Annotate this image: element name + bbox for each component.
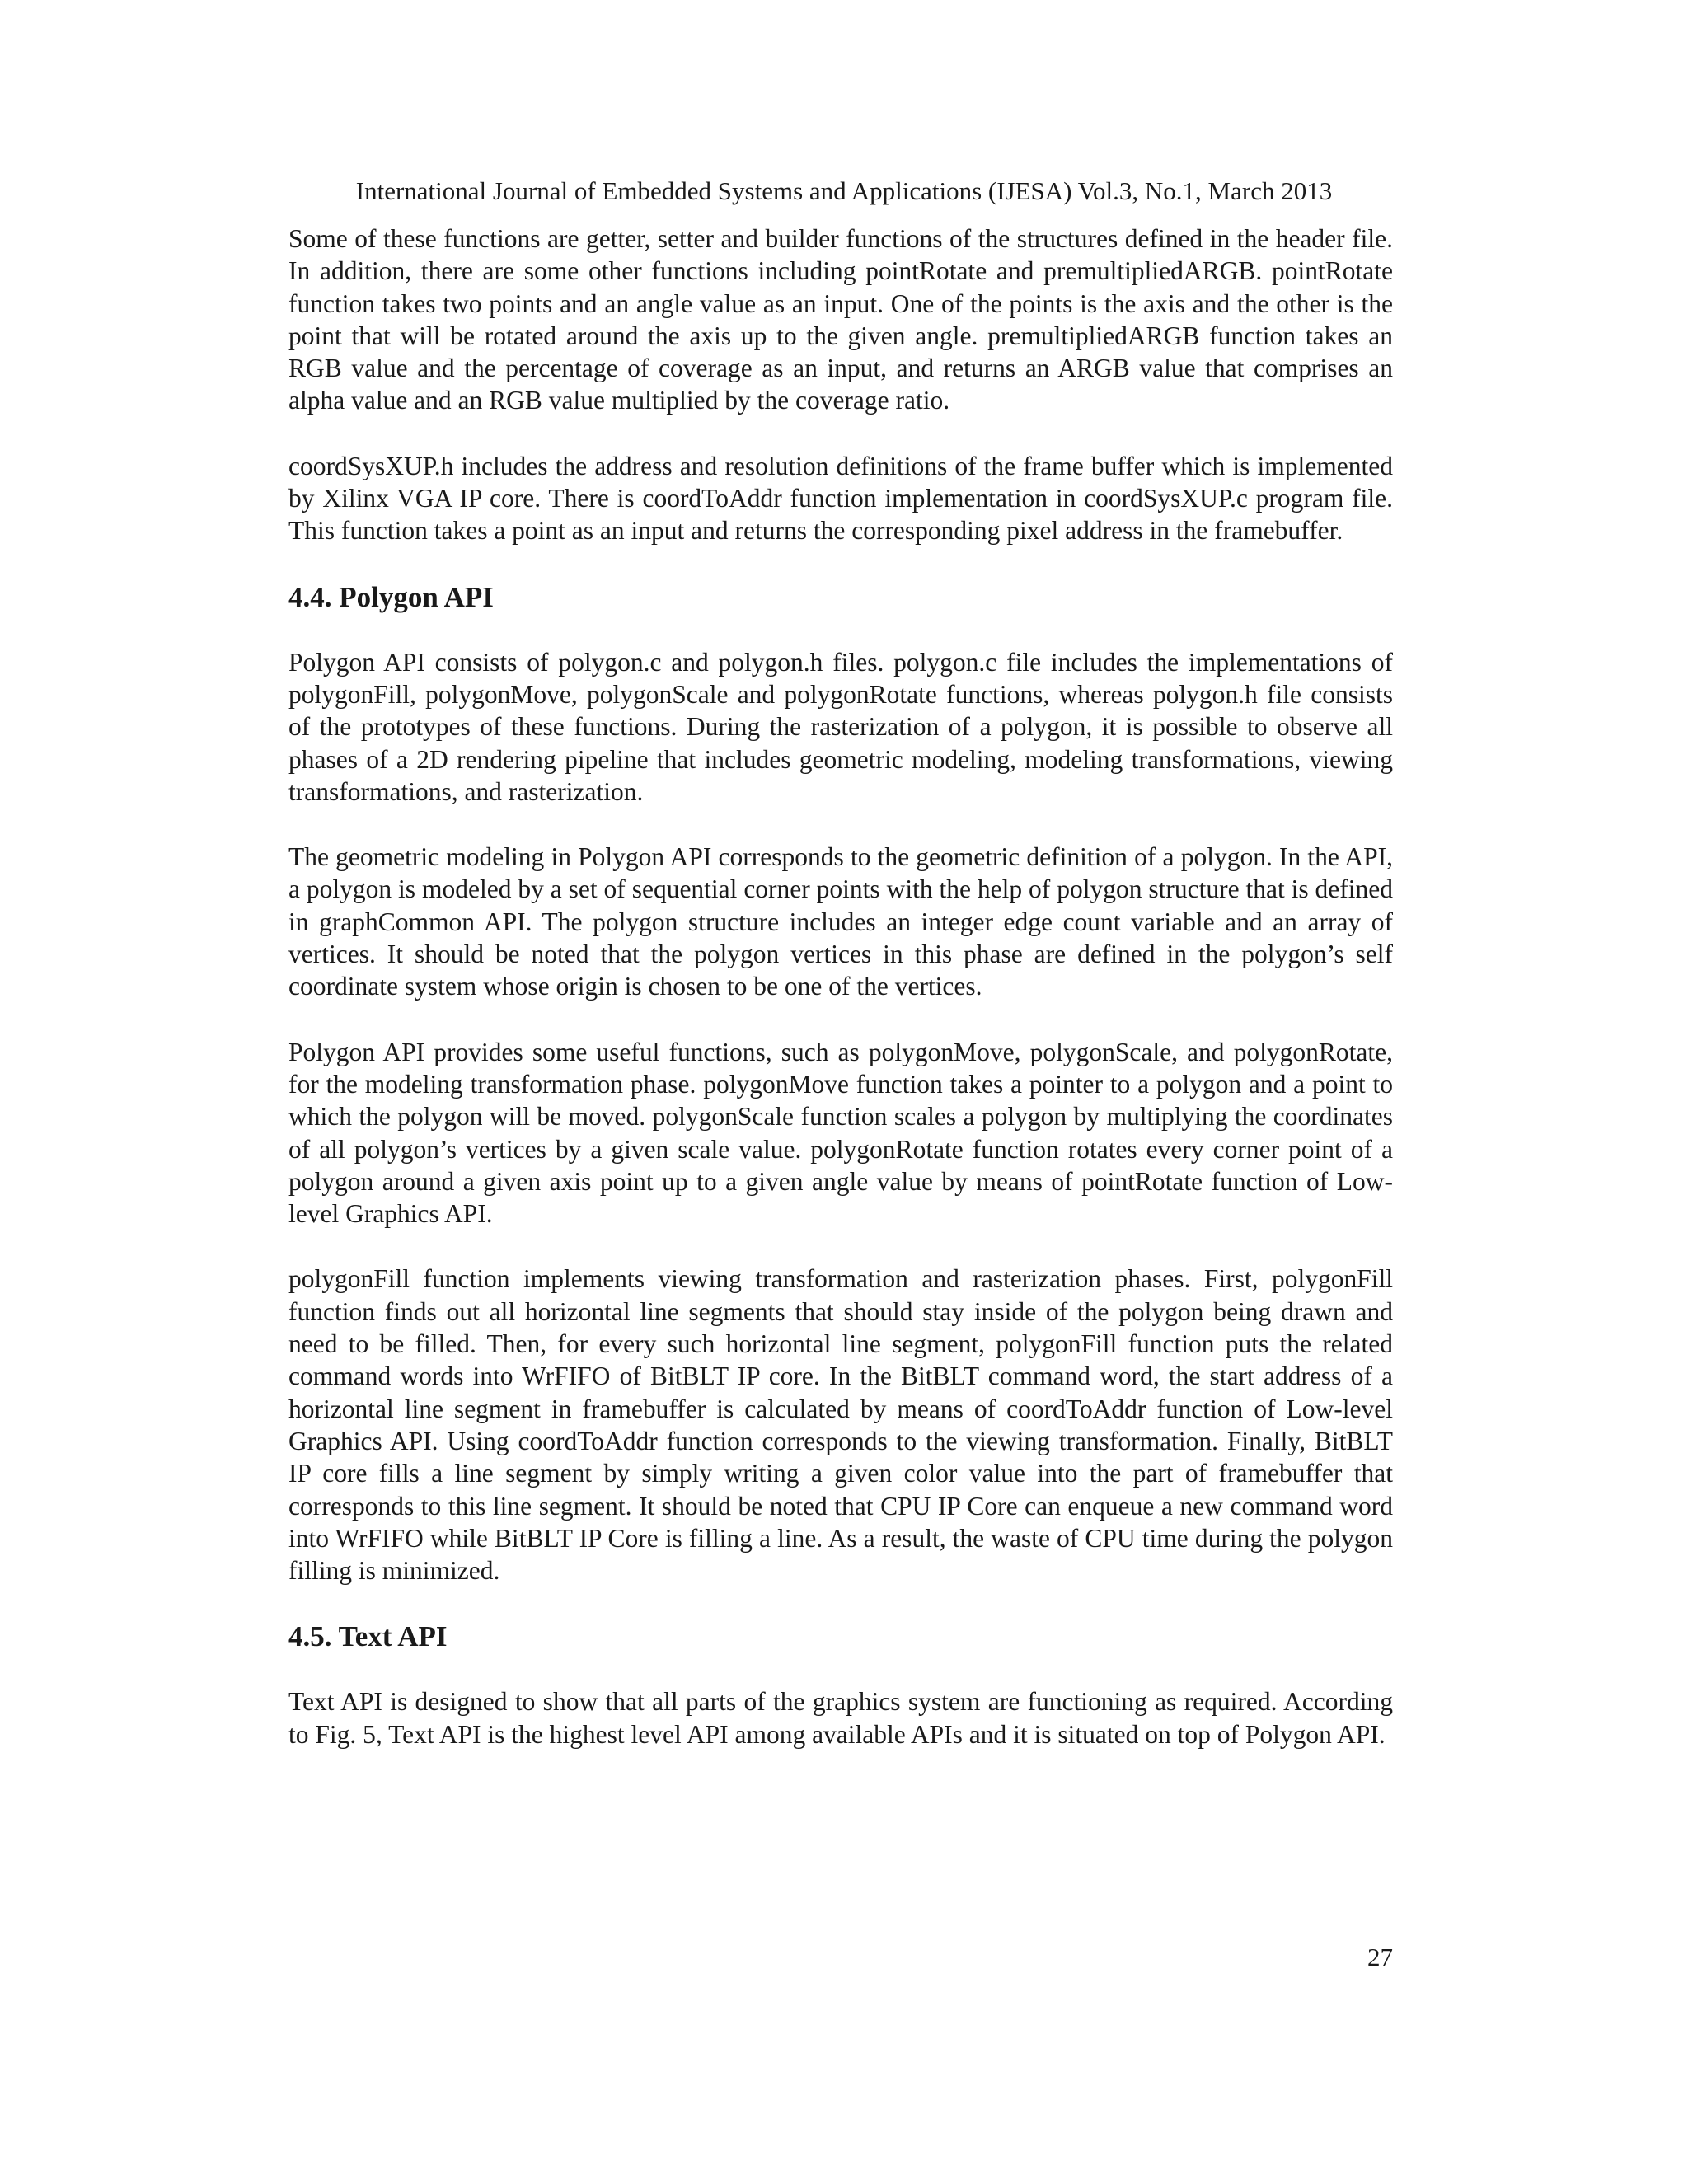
running-header: International Journal of Embedded Systems and Applications (IJESA) Vol.3, No.1, March 2013	[355, 176, 1333, 205]
page-body	[288, 223, 1393, 1783]
section-heading-text-api: 4.5. Text API	[288, 1620, 448, 1653]
section-heading-polygon-api: 4.4. Polygon API	[288, 580, 494, 613]
paragraph-text-api: Text API is designed to show that all parts of the graphics system are functioning as required. According to Fig. 5, Text API is the highest level API among available APIs and it is situated on top of Polygon API.	[288, 1687, 1393, 1749]
paragraph-polygon-fill: polygonFill function implements viewing transformation and rasterization phases. First, polygonFill function finds out all horizontal line segments that should stay inside of the polygon being drawn and need to be filled. Then, for every such horizontal line segment, polygonFill function puts the related command words into WrFIFO of BitBLT IP core. In the BitBLT command word, the start address of a horizontal line segment in framebuffer is calculated by means of coordToAddr function of Low-level Graphics API. Using coordToAddr function corresponds to the viewing transformation. Finally, BitBLT IP core fills a line segment by simply writing a given color value into the part of framebuffer that corresponds to this line segment. It should be noted that CPU IP Core can enqueue a new command word into WrFIFO while BitBLT IP Core is filling a line. As a result, the waste of CPU time during the polygon filling is minimized.	[288, 1264, 1393, 1586]
paragraph-polygon-api-files: Polygon API consists of polygon.c and polygon.h files. polygon.c file includes the implementations of polygonFill, polygonMove, polygonScale and polygonRotate functions, whereas polygon.h file consists of the prototypes of these functions. During the rasterization of a polygon, it is possible to observe all phases of a 2D rendering pipeline that includes geometric modeling, modeling transformations, viewing transformations, and rasterization.	[288, 647, 1393, 806]
paragraph-coordsys: coordSysXUP.h includes the address and resolution definitions of the frame buffer which is implemented by Xilinx VGA IP core. There is coordToAddr function implementation in coordSysXUP.c program file. This function takes a point as an input and returns the corresponding pixel address in the framebuffer.	[288, 451, 1393, 546]
paragraph-helper-functions: Some of these functions are getter, setter and builder functions of the structures defined in the header file. In addition, there are some other functions including pointRotate and premultipliedARGB. pointRotate function takes two points and an angle value as an input. One of the points is the axis and the other is the point that will be rotated around the axis up to the given angle. premultipliedARGB function takes an RGB value and the percentage of coverage as an input, and returns an ARGB value that comprises an alpha value and an RGB value multiplied by the coverage ratio.	[288, 224, 1393, 415]
page-number: 27	[1367, 1943, 1393, 1971]
paragraph-modeling-transformations: Polygon API provides some useful functions, such as polygonMove, polygonScale, and polygonRotate, for the modeling transformation phase. polygonMove function takes a pointer to a polygon and a point to which the polygon will be moved. polygonScale function scales a polygon by multiplying the coordinates of all polygon’s vertices by a given scale value. polygonRotate function rotates every corner point of a polygon around a given axis point up to a given angle value by means of pointRotate function of Low-level Graphics API.	[288, 1037, 1393, 1229]
paragraph-geometric-modeling: The geometric modeling in Polygon API corresponds to the geometric definition of a polygon. In the API, a polygon is modeled by a set of sequential corner points with the help of polygon structure that is defined in graphCommon API. The polygon structure includes an integer edge count variable and an array of vertices. It should be noted that the polygon vertices in this phase are defined in the polygon’s self coordinate system whose origin is chosen to be one of the vertices.	[288, 842, 1393, 1001]
